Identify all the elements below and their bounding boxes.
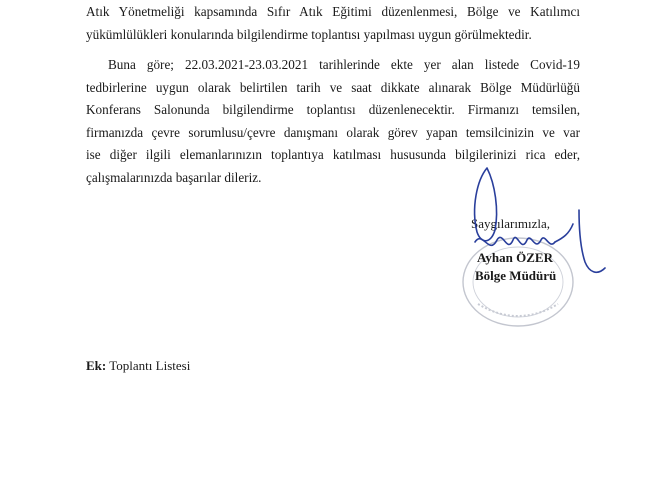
signatory-name: Ayhan ÖZER <box>477 250 553 265</box>
paragraph-line: tedbirlerine uygun olarak belirtilen tarih ve saat dikkate alınarak Bölge Müdürlüğü <box>86 79 580 95</box>
attachment-label: Ek: <box>86 358 107 373</box>
attachment-text: Toplantı Listesi <box>109 358 191 373</box>
paragraph-line: Konferans Salonunda bilgilendirme toplantısı düzenlenecektir. Firmanızı temsilen, <box>86 102 580 117</box>
letter-paragraph-1 <box>86 1 580 46</box>
paragraph-line: ise diğer ilgili elemanlarınızın toplantıya katılması hususunda bilgilerinizi rica eder, <box>86 147 580 162</box>
closing-text: Saygılarımızla, <box>471 216 551 231</box>
attachment-line <box>86 357 190 375</box>
paragraph-line: Atık Yönetmeliği kapsamında Sıfır Atık Eğitimi düzenlenmesi, Bölge ve Katılımcı <box>86 4 580 19</box>
paragraph-line: yükümlülükleri konularında bilgilendirme toplantısı yapılması uygun görülmektedir. <box>86 26 532 42</box>
paragraph-line: firmanızda çevre sorumlusu/çevre danışmanı olarak görev yapan temsilcinizin ve var <box>86 124 580 140</box>
paragraph-line: Buna göre; 22.03.2021-23.03.2021 tarihlerinde ekte yer alan listede Covid-19 <box>108 57 580 72</box>
signatory-title: Bölge Müdürü <box>475 268 557 283</box>
paragraph-line: çalışmalarınızda başarılar dileriz. <box>86 169 262 185</box>
handwritten-signature <box>455 160 615 290</box>
